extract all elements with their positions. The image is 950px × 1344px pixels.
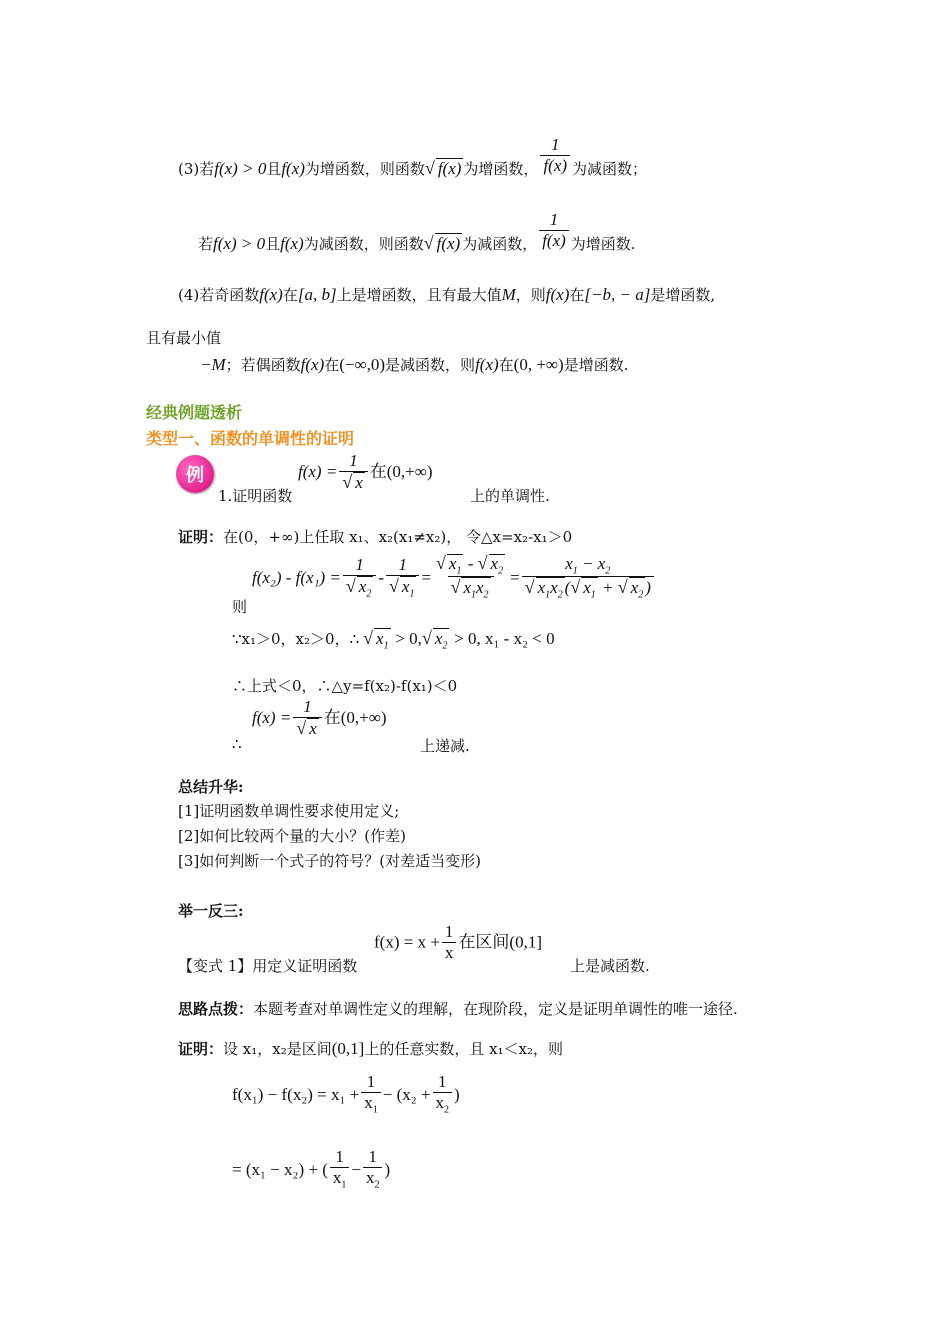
frac-den: f(x)	[540, 155, 570, 176]
math-sqrt: √ f(x)	[424, 158, 462, 179]
frac-3: $\frac{√ x_1 - √ x_2}{√ x_1x_2}$	[436, 553, 504, 601]
math-interval: [−b, − a]	[584, 285, 651, 304]
text-inc: 为增函数，则函数	[304, 160, 425, 179]
summary-title: 总结升华:	[178, 778, 244, 796]
text-4: ；若偶函数	[225, 356, 301, 374]
type-heading: 类型一、函数的单调性的证明	[146, 429, 355, 448]
frac-4: $\frac{x_1 - x_2}{√ x_1x_2 (√ x_1 + √ x_2 )}$	[522, 555, 654, 602]
text-in: 在	[282, 286, 298, 304]
proof-label: 证明：	[178, 528, 224, 546]
conclusion-suffix: 上递减.	[420, 737, 470, 755]
text-inc2: 为增函数，	[463, 160, 539, 179]
text-dec2: 为减函数，	[462, 235, 538, 254]
example-prefix: 1.证明函数	[218, 487, 293, 505]
math-f: f(x)	[545, 285, 570, 304]
prop-3b-line	[198, 210, 636, 265]
math-frac: $\frac{1}{√ x}$	[339, 452, 367, 493]
prop-label: 若	[198, 235, 214, 254]
math-interval: 在(0,+∞)	[369, 462, 433, 482]
proof2-line1	[178, 1038, 563, 1059]
proof-text: 在(0，+∞)上任取 x₁、x₂(x₁≠x₂)， 令△x=x₂-x₁＞0	[223, 528, 573, 546]
math-f: f(x)	[259, 285, 283, 304]
eq-lhs: f(x₁) − f(x₂) = x₁ +	[232, 1084, 360, 1104]
example-formula	[298, 452, 433, 493]
math-sqrt: √ f(x)	[423, 233, 461, 254]
math-interval: (0, +∞)	[513, 355, 564, 374]
eq-mid: − (x₂ +	[382, 1084, 431, 1104]
text-and: 且	[265, 235, 281, 254]
math-interval: 在(0,+∞)	[323, 708, 387, 728]
badge-label: 例	[186, 465, 204, 486]
text-then: 则	[232, 598, 248, 616]
variant-suffix: 上是减函数.	[570, 957, 650, 975]
frac-1: 1 $x_1$	[330, 1148, 350, 1191]
math-M: M	[501, 285, 516, 304]
text-in: 在	[324, 356, 340, 374]
frac-den: x	[442, 942, 457, 963]
summary-item: [3]如何判断一个式子的符号？(对差适当变形)	[178, 852, 481, 870]
variant-label: 【变式 1】用定义证明函数	[178, 957, 358, 975]
text-6: 是增函数.	[563, 356, 629, 374]
frac-2: $\frac{1}{x_2}$	[363, 1148, 383, 1191]
text-and: 且	[266, 160, 282, 179]
math-f: f(x)	[280, 234, 304, 254]
proof2-eq1	[232, 1073, 460, 1116]
prop-3-line	[178, 135, 648, 190]
frac-num: 1	[349, 451, 358, 470]
because-text: ∵x₁＞0，x₂＞0，∴	[232, 630, 360, 648]
proof-text: 设 x₁，x₂是区间	[223, 1040, 332, 1058]
math-frac: $\frac{1}{√ x}$	[293, 698, 321, 739]
section-heading: 经典例题透析	[146, 403, 243, 422]
frac-num: 1	[550, 135, 560, 154]
math-negM: −M	[200, 355, 226, 374]
frac-2: $\frac{1}{x_2}$	[433, 1073, 453, 1116]
text-5: 是减函数，则	[385, 356, 476, 374]
math-frac	[539, 211, 569, 251]
therefore-line: ∴上式＜0，∴△y=f(x₂)-f(x₁)＜0	[232, 677, 458, 695]
hint-label: 思路点拨：	[178, 1000, 254, 1018]
text-3: 是增函数,	[650, 286, 716, 304]
math-interval: [a, b]	[297, 285, 337, 304]
math-frac	[442, 923, 457, 963]
math-fx: f(x) = x +	[374, 932, 440, 952]
proof-line1	[178, 526, 572, 547]
because-math2: > 0, x₁ - x₂ < 0	[454, 629, 555, 648]
example-suffix: 上的单调性.	[470, 487, 550, 505]
math-fx: f(x) =	[298, 462, 338, 482]
prop-4-line2: 且有最小值	[146, 329, 222, 347]
frac-2: $\frac{1}{√ x_1}$	[386, 556, 419, 600]
frac-1: $\frac{1}{x_1}$	[361, 1073, 381, 1116]
eq-mid: −	[351, 1159, 361, 1179]
math-f: f(x)	[300, 355, 325, 374]
summary-item: [2]如何比较两个量的大小？(作差)	[178, 827, 406, 845]
sqrt-arg: x	[355, 472, 363, 492]
text-dec: 为减函数，则函数	[303, 235, 424, 254]
prop-label: (3)若	[178, 160, 215, 179]
summary-item: [1]证明函数单调性要求使用定义;	[178, 802, 400, 820]
text-dec-end: 为减函数；	[572, 160, 648, 179]
hint-text: 本题考查对单调性定义的理解，在现阶段，定义是证明单调性的唯一途径.	[253, 1000, 738, 1018]
math-interval: (0,1]	[331, 1039, 365, 1058]
variant-formula	[374, 923, 542, 963]
math-fx: f(x) =	[252, 708, 292, 728]
prop-4-line3	[200, 354, 628, 375]
math-interval: 在区间(0,1]	[458, 932, 542, 952]
proof-text2: 上的任意实数，且 x₁＜x₂，则	[364, 1040, 564, 1058]
proof-equation: f(x₂) - f(x₁) = $\frac{1}{√ x_2}$ - $\frac{1}{√ x_1}$ = $\frac{√ x_1 - √ x_2}{√ x_1x_2}$ = $\frac{x_1 - x_2}{√ x_1x_2 (√ x_1 + √ x_2 )}$	[252, 554, 656, 602]
because-math: > 0,	[395, 629, 422, 648]
eq-lhs: = (x₁ − x₂) + (	[232, 1159, 328, 1179]
text-2: ，则	[515, 286, 546, 304]
math-f: f(x)	[281, 159, 305, 179]
variant-title: 举一反三:	[178, 902, 244, 920]
text-inc-end: 为增函数.	[570, 235, 636, 254]
prop-label: (4)若奇函数	[178, 286, 260, 304]
text-in: 在	[498, 356, 514, 374]
math-f: f(x)	[475, 355, 499, 374]
eq-end: )	[384, 1159, 391, 1179]
math-cond: f(x) > 0	[214, 159, 267, 179]
sqrt-arg: f(x)	[436, 234, 461, 254]
proof-label: 证明：	[178, 1040, 224, 1058]
frac-1: $\frac{1}{√ x_2}$	[343, 556, 376, 600]
math-frac	[540, 136, 570, 176]
proof-because: ∵x₁＞0，x₂＞0，∴ √ $x_1 > 0,√$ $x_2 > 0$, x₁ - x₂ < 0	[232, 628, 555, 652]
sqrt-arg: x	[309, 718, 317, 738]
hint-line	[178, 998, 738, 1019]
sqrt-arg: f(x)	[437, 159, 462, 179]
frac-num: 1	[549, 210, 559, 229]
frac-num: 1	[303, 697, 312, 716]
frac-den: f(x)	[539, 230, 569, 251]
eq-lhs: f(x₂) - f(x₁) =	[252, 567, 341, 587]
prop-4-line1	[178, 284, 715, 305]
frac-num: 1	[444, 922, 454, 941]
eq-end: )	[454, 1084, 460, 1104]
math-cond: f(x) > 0	[213, 234, 266, 254]
therefore-symbol: ∴	[232, 735, 242, 753]
text-1: 上是增函数，且有最大值	[336, 286, 502, 304]
text-in: 在	[569, 286, 585, 304]
example-badge-icon	[176, 455, 214, 493]
proof2-eq2	[232, 1148, 390, 1191]
math-interval: (−∞,0)	[339, 355, 386, 374]
conclusion-formula	[252, 698, 387, 739]
